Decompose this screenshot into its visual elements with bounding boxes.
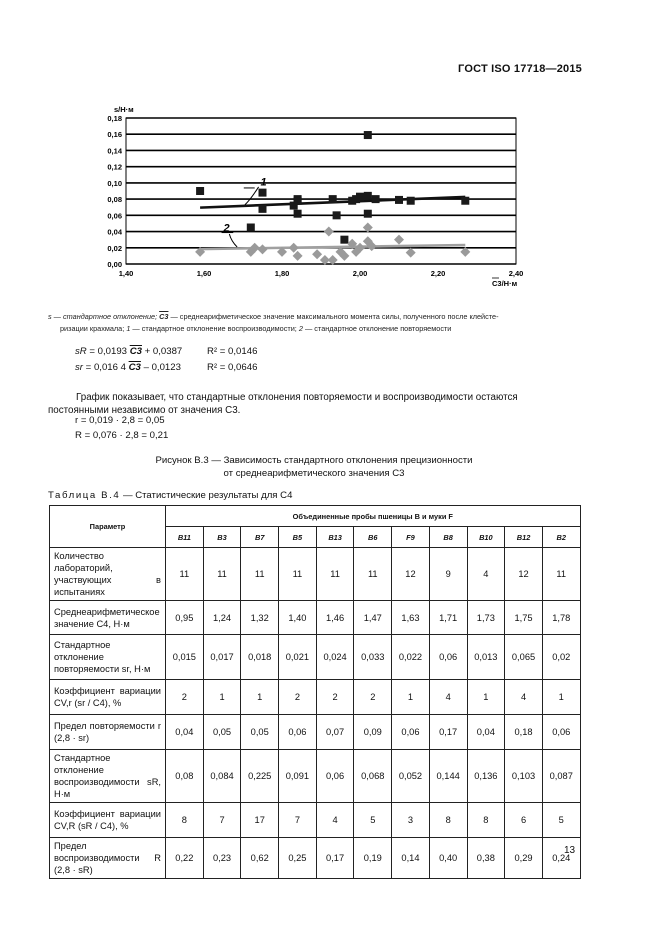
data-point-square [294,197,302,205]
column-header: F9 [392,527,430,548]
table-cell: 2 [354,680,392,715]
body-paragraph: График показывает, что стандартные отклонения повторяемости и воспроизводимости остаются постоянными независимо от значения C3. [48,392,518,416]
table-cell: 0,07 [316,715,354,750]
column-header: B6 [354,527,392,548]
leader-line-1 [245,187,259,205]
table-cell: 0,103 [505,750,543,803]
column-header: B10 [467,527,505,548]
equation-sR [75,346,182,357]
table-cell: 0,033 [354,635,392,680]
table-cell: 1,63 [392,601,430,635]
y-tick-label: 0,14 [107,146,122,156]
table-title-text: — Статистические результаты для C4 [122,490,293,501]
data-point-square [259,205,267,213]
column-header: B3 [203,527,241,548]
legend-n2: 2 [298,324,303,333]
column-header: B13 [316,527,354,548]
calc-r: r = 0,019 · 2,8 = 0,05 [75,415,165,426]
data-point-square [364,210,372,218]
eq-sr-lhs: sr [75,362,83,373]
data-point-diamond [289,243,299,253]
table-cell: 2 [316,680,354,715]
y-tick-label: 0,06 [107,211,122,221]
table-cell: 0,29 [505,838,543,879]
table-cell: 12 [392,548,430,601]
eq-sR-a: = 0,0193 [89,346,128,357]
row-label: Стандартное отклонение воспроизводимости sR, Н·м [50,750,166,803]
table-cell: 0,06 [316,750,354,803]
x-tick-label: 1,60 [196,269,212,278]
table-cell: 0,018 [241,635,279,680]
table-cell: 0,06 [429,635,467,680]
table-cell: 0,09 [354,715,392,750]
table-row [50,680,581,715]
table-cell: 0,22 [166,838,204,879]
row-label: Предел повторяемости r (2,8 · sr) [50,715,166,750]
y-tick-label: 0,00 [107,260,122,269]
table-cell: 0,144 [429,750,467,803]
data-point-square [372,195,380,203]
legend-n1: 1 [126,324,131,333]
table-cell: 0,02 [542,635,580,680]
eq-sR-b: + 0,0387 [144,346,183,357]
data-point-diamond [324,227,334,237]
table-cell: 9 [429,548,467,601]
row-label: Предел воспроизводимости R (2,8 · sR) [50,838,166,879]
table-row [50,635,581,680]
calc-R: R = 0,076 · 2,8 = 0,21 [75,430,169,441]
page-number: 13 [564,845,576,856]
row-label: Коэффициент вариации CV,R (sR / C4), % [50,803,166,838]
eq-sR-c3: C3 [129,346,142,357]
data-point-square [294,210,302,218]
table-cell: 0,18 [505,715,543,750]
table-cell: 0,19 [354,838,392,879]
table-cell: 0,04 [467,715,505,750]
table-cell: 0,25 [279,838,317,879]
table-cell: 0,06 [392,715,430,750]
table-row [50,601,581,635]
table-cell: 8 [166,803,204,838]
table-cell: 11 [203,548,241,601]
figure-legend [48,311,580,335]
legend-c3: C3 [159,312,169,321]
column-header: B8 [429,527,467,548]
y-tick-label: 0,12 [107,162,122,172]
table-cell: 0,14 [392,838,430,879]
table-cell: 0,136 [467,750,505,803]
legend-line2b: — стандартное отклонение воспроизводимости; [132,324,297,333]
legend-line2a: ризации крахмала; [60,324,125,333]
table-cell: 3 [392,803,430,838]
table-cell: 0,05 [203,715,241,750]
table-cell: 11 [166,548,204,601]
leader-line-2 [229,234,237,247]
table-cell: 1 [392,680,430,715]
table-cell: 8 [429,803,467,838]
x-tick-label: 2,40 [508,269,524,278]
results-table [49,505,581,879]
caption-line1: Рисунок В.3 — Зависимость стандартного отклонения прецизионности [155,455,473,466]
x-tick-label: 2,20 [430,269,446,278]
x-axis-label: C3/Н·м [492,279,518,288]
data-point-square [340,236,348,244]
curve-label-1: 1 [260,176,267,189]
table-cell: 11 [279,548,317,601]
table-cell: 7 [203,803,241,838]
data-point-square [333,211,341,219]
eq-sr-b: – 0,0123 [143,362,181,373]
data-point-diamond [394,235,404,245]
table-cell: 0,40 [429,838,467,879]
table-cell: 0,62 [241,838,279,879]
data-point-square [364,192,372,200]
x-tick-label: 1,40 [118,269,134,278]
table-cell: 1 [542,680,580,715]
legend-s: s — стандартное отклонение; [48,312,158,321]
table-cell: 0,017 [203,635,241,680]
data-point-square [259,189,267,197]
table-cell: 6 [505,803,543,838]
row-label: Количество лабораторий, участвующих в испытаниях [50,548,166,601]
table-cell: 1,24 [203,601,241,635]
table-cell: 0,052 [392,750,430,803]
y-tick-label: 0,18 [107,114,122,123]
x-tick-label: 1,80 [274,269,290,278]
table-cell: 1 [241,680,279,715]
table-cell: 0,06 [542,715,580,750]
table-cell: 1,47 [354,601,392,635]
table-cell: 0,087 [542,750,580,803]
column-header: B2 [542,527,580,548]
table-cell: 1 [203,680,241,715]
data-point-square [196,187,204,195]
table-cell: 11 [354,548,392,601]
column-header: B11 [166,527,204,548]
plot-frame [126,118,516,264]
param-header: Параметр [50,506,166,548]
row-label: Стандартное отклонение повторяемости sr, Н·м [50,635,166,680]
scatter-chart [60,98,540,298]
table-cell: 0,95 [166,601,204,635]
figure-caption [48,454,580,480]
table-cell: 2 [166,680,204,715]
data-point-square [356,193,364,201]
chart-svg [60,98,540,298]
table-cell: 1,32 [241,601,279,635]
table-row [50,803,581,838]
table-title-label: Таблица В.4 [48,490,121,501]
table-cell: 0,17 [316,838,354,879]
table-cell: 0,06 [279,715,317,750]
curve-label-2: 2 [223,222,230,235]
group-header: Объединенные пробы пшеницы B и муки F [166,506,581,527]
document-header: ГОСТ ISO 17718—2015 [458,63,582,75]
x-tick-label: 2,00 [352,269,368,278]
data-point-diamond [406,248,416,258]
data-point-diamond [258,244,268,254]
table-cell: 8 [467,803,505,838]
row-label: Коэффициент вариации CV,r (sr / C4), % [50,680,166,715]
table-title [48,490,292,501]
y-tick-label: 0,04 [107,227,122,237]
data-point-square [461,197,469,205]
y-tick-label: 0,08 [107,195,122,205]
data-point-diamond [312,249,322,259]
table-row [50,838,581,879]
y-tick-label: 0,10 [107,178,122,188]
table-cell: 2 [279,680,317,715]
table-cell: 0,08 [166,750,204,803]
table-cell: 4 [505,680,543,715]
column-header: B5 [279,527,317,548]
table-cell: 0,068 [354,750,392,803]
table-cell: 4 [429,680,467,715]
table-cell: 0,015 [166,635,204,680]
caption-line2: от среднеарифметического значения C3 [223,468,405,479]
table-row [50,715,581,750]
table-cell: 1,71 [429,601,467,635]
table-cell: 0,225 [241,750,279,803]
table-cell: 1,78 [542,601,580,635]
data-point-square [247,224,255,232]
table-cell: 0,05 [241,715,279,750]
table-cell: 1,75 [505,601,543,635]
table-cell: 0,024 [316,635,354,680]
data-point-square [329,195,337,203]
table-cell: 0,091 [279,750,317,803]
data-point-diamond [293,251,303,261]
table-cell: 1 [467,680,505,715]
data-point-square [407,197,415,205]
table-cell: 0,084 [203,750,241,803]
y-axis-label: s/Н·м [114,105,134,114]
equation-sr [75,362,181,373]
table-cell: 11 [241,548,279,601]
table-cell: 5 [542,803,580,838]
table-cell: 0,24 [542,838,580,879]
table-cell: 0,021 [279,635,317,680]
table-cell: 1,46 [316,601,354,635]
table-cell: 0,065 [505,635,543,680]
table-cell: 11 [542,548,580,601]
table-cell: 4 [467,548,505,601]
column-header: B7 [241,527,279,548]
table-cell: 4 [316,803,354,838]
column-header: B12 [505,527,543,548]
table-cell: 1,40 [279,601,317,635]
table-cell: 12 [505,548,543,601]
y-tick-label: 0,02 [107,243,122,253]
table-cell: 0,23 [203,838,241,879]
eq-sR-lhs: sR [75,346,87,357]
table-cell: 11 [316,548,354,601]
table-cell: 0,04 [166,715,204,750]
eq-sr-a: = 0,016 4 [85,362,126,373]
table-cell: 17 [241,803,279,838]
table-cell: 0,013 [467,635,505,680]
equation-sr-r2: R² = 0,0646 [207,362,258,373]
table-cell: 0,022 [392,635,430,680]
row-label: Среднеарифметическое значение C4, Н·м [50,601,166,635]
table-cell: 5 [354,803,392,838]
table-cell: 1,73 [467,601,505,635]
table-row [50,750,581,803]
y-tick-label: 0,16 [107,130,122,140]
table-row [50,548,581,601]
data-point-square [395,196,403,204]
table-cell: 7 [279,803,317,838]
table-cell: 0,38 [467,838,505,879]
table-cell: 0,17 [429,715,467,750]
data-point-square [364,131,372,139]
eq-sr-c3: C3 [128,362,141,373]
legend-c3-desc: — среднеарифметическое значение максимального момента силы, полученного после клейсте- [170,312,499,321]
equation-sR-r2: R² = 0,0146 [207,346,258,357]
legend-line2c: — стандартное отклонение повторяемости [304,324,452,333]
